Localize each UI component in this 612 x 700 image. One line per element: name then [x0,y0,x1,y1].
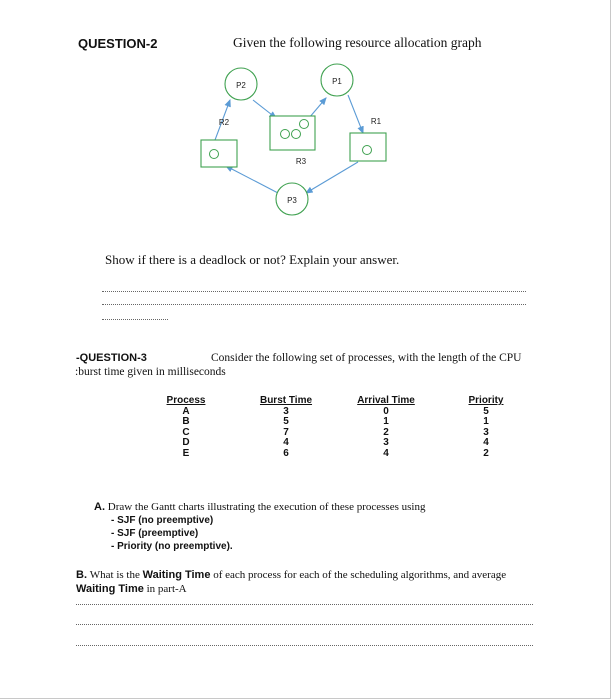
algorithm-item: - Priority (no preemptive). [111,541,233,552]
table-cell: A [182,405,190,417]
p2-label: P2 [236,81,246,90]
edge-r3-to-p1 [309,98,326,118]
table-cell: 6 [283,447,289,459]
table-cell: B [182,416,190,428]
table-cell: 7 [283,426,289,438]
table-cell: 2 [483,447,489,459]
answer-line [76,645,533,646]
r2-label: R2 [218,118,230,127]
burst-time-column [251,396,321,460]
arrival-time-column [348,396,424,460]
r1-label: R1 [370,117,382,126]
table-cell: D [182,437,190,449]
part-b-text: in part-A [143,583,187,595]
table-cell: 3 [383,437,389,449]
priority-column [461,396,511,460]
answer-line [102,304,526,305]
question-3-intro: Consider the following set of processes, with the length of the CPU [211,352,522,364]
question-3-intro-cont: :burst time given in milliseconds [75,366,226,378]
question-3-heading: -QUESTION-3 [76,352,147,364]
resource-allocation-graph [0,0,612,240]
table-cell: 1 [383,416,389,428]
part-a-text: Draw the Gantt charts illustrating the execution of these processes using [107,501,426,513]
table-cell: 1 [483,416,489,428]
answer-line [76,604,533,605]
answer-line [76,624,533,625]
edge-p1-to-r1 [348,95,363,133]
table-cell: 4 [483,437,489,449]
part-a-label: A. [94,501,105,513]
resource-r2-box [201,140,237,167]
part-b-text: of each process for each of the scheduling algorithms, and average [210,569,507,581]
question-2-title: Given the following resource allocation graph [233,35,482,50]
edge-p3-to-r2 [226,166,278,193]
part-b-line-2 [76,583,187,595]
part-b-label: B. [76,569,87,581]
p1-label: P1 [332,77,342,86]
resource-r3-box [270,116,315,150]
part-b-term: Waiting Time [76,583,144,595]
table-cell: 3 [483,426,489,438]
burst-time-header: Burst Time [259,395,313,406]
edge-r1-to-p3 [306,162,358,193]
table-cell: 4 [283,437,289,449]
table-cell: 5 [283,416,289,428]
process-column [161,396,211,460]
part-b-term: Waiting Time [142,569,211,581]
table-cell: 3 [283,405,289,417]
resource-r1-box [350,133,386,161]
part-b-text: What is the [89,569,143,581]
algorithm-item: - SJF (preemptive) [111,528,199,539]
table-cell: C [182,426,190,438]
answer-line [102,291,526,292]
part-b-line [76,569,506,581]
r3-label: R3 [295,157,307,166]
priority-header: Priority [468,395,504,406]
table-cell: 2 [383,426,389,438]
answer-line [102,319,168,320]
table-cell: 5 [483,405,489,417]
table-cell: 4 [383,447,389,459]
process-header: Process [166,395,206,406]
edge-p2-to-r3 [253,100,276,118]
deadlock-prompt: Show if there is a deadlock or not? Explain your answer. [105,252,400,267]
table-cell: 0 [383,405,389,417]
question-2-heading: QUESTION-2 [78,36,158,51]
table-cell: E [182,447,190,459]
part-a-line [94,501,425,513]
p3-label: P3 [287,196,297,205]
arrival-time-header: Arrival Time [357,395,415,406]
algorithm-item: - SJF (no preemptive) [111,515,214,526]
